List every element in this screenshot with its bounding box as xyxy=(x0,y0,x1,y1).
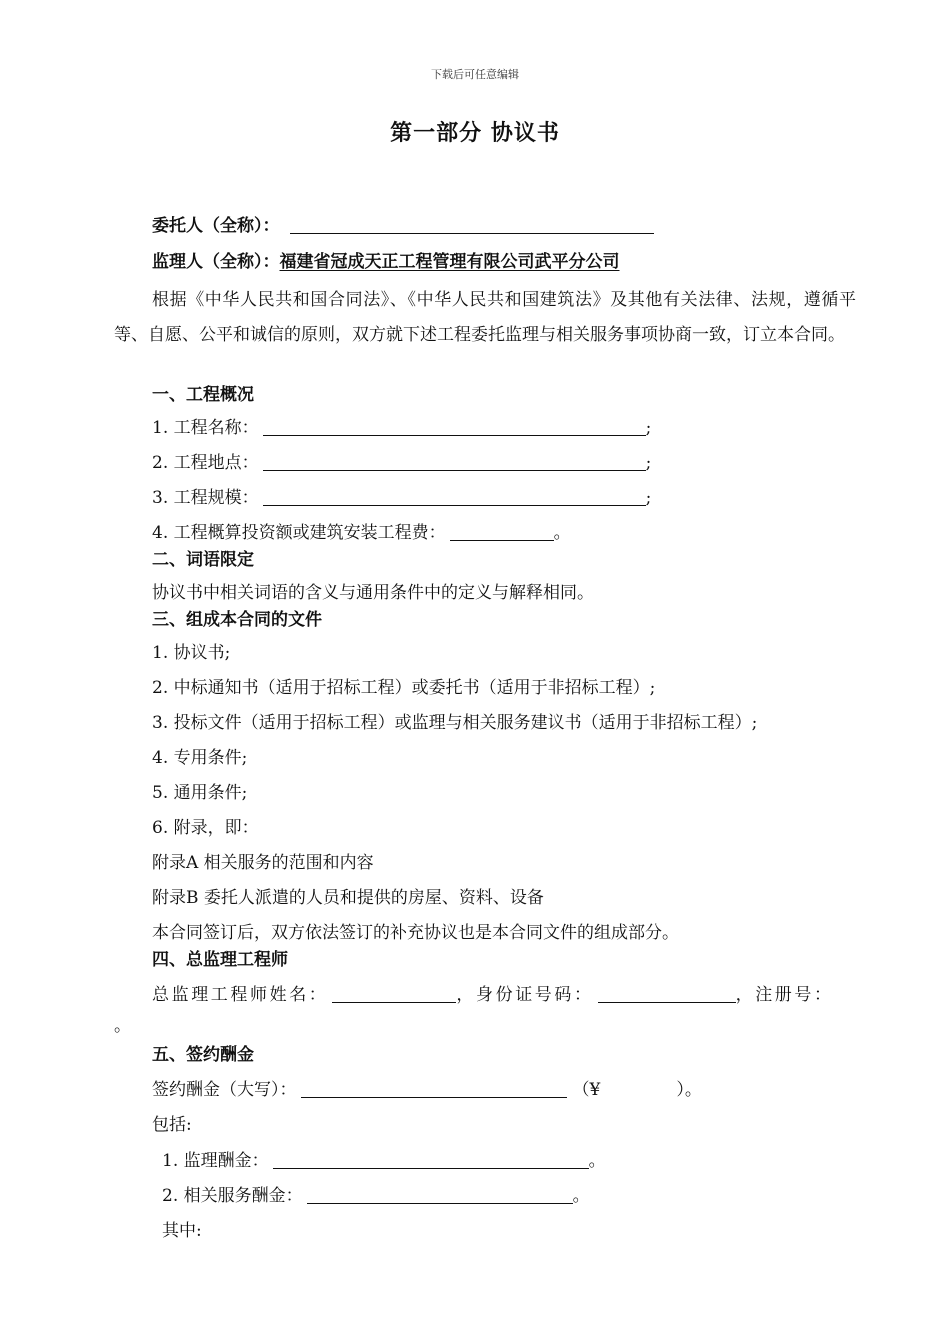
line-end: ; xyxy=(645,488,652,508)
project-investment-label: 4. 工程概算投资额或建筑安装工程费： xyxy=(152,523,446,543)
document-list-item: 2. 中标通知书（适用于招标工程）或委托书（适用于非招标工程）; xyxy=(152,678,656,698)
supervision-fee-blank[interactable] xyxy=(273,1150,589,1169)
chief-engineer-line xyxy=(152,983,834,1007)
line-end: 。 xyxy=(588,1151,606,1171)
line-end: ; xyxy=(645,453,652,473)
intro-paragraph: 根据《中华人民共和国合同法》、《中华人民共和国建筑法》及其他有关法律、法规，遵循平等、自愿、公平和诚信的原则，双方就下述工程委托监理与相关服务事项协商一致，订立本合同。 xyxy=(114,290,856,345)
project-investment-line xyxy=(152,521,571,545)
line-end: 。 xyxy=(572,1186,590,1206)
document-list-item: 5. 通用条件; xyxy=(152,783,248,803)
project-scale-blank[interactable] xyxy=(263,487,646,506)
project-location-blank[interactable] xyxy=(263,452,646,471)
document-list-item: 3. 投标文件（适用于招标工程）或监理与相关服务建议书（适用于非招标工程）; xyxy=(152,713,758,733)
signing-fee-line xyxy=(152,1078,702,1102)
client-line xyxy=(152,214,654,238)
yen-open: （¥ xyxy=(572,1080,601,1100)
signing-fee-label: 签约酬金（大写）： xyxy=(152,1080,297,1100)
registration-label: ，注册号： xyxy=(735,985,834,1005)
document-list-item: 4. 专用条件; xyxy=(152,748,248,768)
supervisor-label: 监理人（全称）： xyxy=(152,252,280,272)
supervisor-line xyxy=(152,250,620,274)
signing-fee-blank[interactable] xyxy=(301,1079,567,1098)
section4-heading: 四、总监理工程师 xyxy=(152,950,288,970)
service-fee-label: 2. 相关服务酬金： xyxy=(162,1186,303,1206)
chief-engineer-name-label: 总监理工程师姓名： xyxy=(152,985,329,1005)
service-fee-blank[interactable] xyxy=(307,1185,573,1204)
supervisor-name: 福建省冠成天正工程管理有限公司武平分公司 xyxy=(279,252,620,272)
supervision-fee-label: 1. 监理酬金： xyxy=(162,1151,269,1171)
header-note: 下载后可任意编辑 xyxy=(431,68,519,81)
project-investment-blank[interactable] xyxy=(450,522,554,541)
section2-text: 协议书中相关词语的含义与通用条件中的定义与解释相同。 xyxy=(152,583,594,603)
supervision-fee-line xyxy=(162,1149,606,1173)
document-list-item: 6. 附录，即： xyxy=(152,818,259,838)
project-scale-line xyxy=(152,486,651,510)
project-name-line xyxy=(152,416,651,440)
section3-heading: 三、组成本合同的文件 xyxy=(152,610,322,630)
document-list-item: 1. 协议书; xyxy=(152,643,231,663)
line-end: 。 xyxy=(553,523,571,543)
project-location-line xyxy=(152,451,651,475)
project-name-blank[interactable] xyxy=(263,417,646,436)
among-label: 其中: xyxy=(162,1221,202,1241)
section2-heading: 二、词语限定 xyxy=(152,550,254,570)
section1-heading: 一、工程概况 xyxy=(152,385,254,405)
section4-end-mark: 。 xyxy=(114,1016,131,1036)
appendix-a: 附录A 相关服务的范围和内容 xyxy=(152,853,374,873)
appendix-b: 附录B 委托人派遣的人员和提供的房屋、资料、设备 xyxy=(152,888,544,908)
project-location-label: 2. 工程地点： xyxy=(152,453,259,473)
project-scale-label: 3. 工程规模： xyxy=(152,488,259,508)
yen-close: ）。 xyxy=(676,1080,702,1100)
id-number-blank[interactable] xyxy=(598,984,736,1003)
client-name-blank[interactable] xyxy=(290,215,654,234)
chief-engineer-name-blank[interactable] xyxy=(332,984,456,1003)
section3-closing: 本合同签订后，双方依法签订的补充协议也是本合同文件的组成部分。 xyxy=(152,923,679,943)
project-name-label: 1. 工程名称： xyxy=(152,418,259,438)
document-title: 第一部分 协议书 xyxy=(390,120,560,146)
service-fee-line xyxy=(162,1184,590,1208)
section5-heading: 五、签约酬金 xyxy=(152,1045,254,1065)
client-label: 委托人（全称）： xyxy=(152,216,280,236)
line-end: ; xyxy=(645,418,652,438)
id-number-label: ，身份证号码： xyxy=(456,985,594,1005)
include-label: 包括: xyxy=(152,1115,192,1135)
